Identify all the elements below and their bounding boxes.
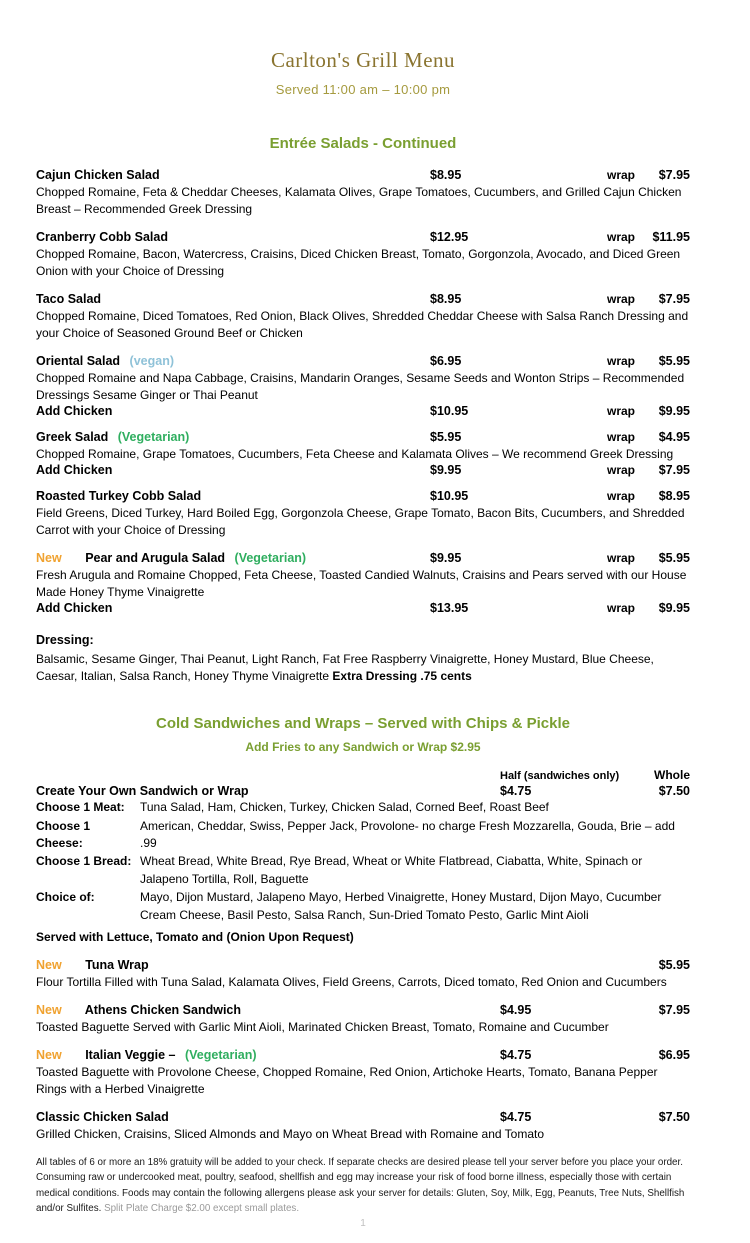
whole-price: $6.95 bbox=[658, 1048, 690, 1063]
item-header-row bbox=[36, 292, 690, 306]
item-name: Create Your Own Sandwich or Wrap bbox=[36, 784, 249, 799]
new-badge: New bbox=[36, 1003, 62, 1018]
half-price: $4.75 bbox=[500, 1048, 532, 1063]
item-description: Chopped Romaine, Feta & Cheddar Cheeses, Kalamata Olives, Grape Tomatoes, Cucumbers, and Grilled Cajun Chicken Breast – Recommended Greek Dressing bbox=[36, 185, 682, 217]
menu-item-pear-arugula-salad bbox=[36, 551, 690, 615]
option-label: Choose 1 Bread: bbox=[36, 854, 132, 869]
wrap-label: wrap bbox=[606, 404, 635, 419]
menu-item-tuna-wrap bbox=[36, 958, 690, 991]
served-with-note: Served with Lettuce, Tomato and (Onion Upon Request) bbox=[36, 930, 354, 945]
addon-price: $9.95 bbox=[430, 463, 462, 478]
option-value: American, Cheddar, Swiss, Pepper Jack, Provolone- no charge Fresh Mozzarella, Gouda, Brie – add .99 bbox=[140, 818, 675, 851]
item-description: Grilled Chicken, Craisins, Sliced Almonds and Mayo on Wheat Bread with Romaine and Tomato bbox=[36, 1127, 545, 1142]
half-price: $4.75 bbox=[500, 784, 532, 799]
menu-item-greek-salad bbox=[36, 430, 690, 477]
item-name: Athens Chicken Sandwich bbox=[84, 1003, 241, 1018]
item-name: Italian Veggie – bbox=[85, 1048, 176, 1063]
item-name-cell bbox=[36, 958, 500, 972]
addon-price: $10.95 bbox=[430, 404, 469, 419]
menu-item-athens-chicken-sandwich bbox=[36, 1003, 690, 1036]
menu-header bbox=[36, 48, 690, 97]
whole-column-header: Whole bbox=[654, 768, 690, 783]
item-name: Roasted Turkey Cobb Salad bbox=[36, 489, 202, 504]
price-column-headers bbox=[36, 768, 690, 782]
item-description: Flour Tortilla Filled with Tuna Salad, Kalamata Olives, Field Greens, Carrots, Diced tomato, Red Onion and Cucumbers bbox=[36, 975, 667, 990]
item-name-cell bbox=[36, 430, 430, 444]
salads-section-heading: Entrée Salads - Continued bbox=[269, 135, 457, 152]
option-value: Mayo, Dijon Mustard, Jalapeno Mayo, Herbed Vinaigrette, Honey Mustard, Dijon Mayo, Cucumber Cream Cheese, Basil Pesto, Salsa Ranch, Sun-Dried Tomato Pesto, Garlic Mint Aioli bbox=[140, 890, 662, 922]
wrap-label: wrap bbox=[606, 230, 635, 245]
wrap-price: $9.95 bbox=[658, 404, 690, 419]
add-chicken-row bbox=[36, 463, 690, 477]
item-header-row bbox=[36, 168, 690, 182]
item-name-cell bbox=[36, 1048, 500, 1062]
item-price: $6.95 bbox=[430, 354, 462, 369]
dressing-list bbox=[36, 631, 690, 685]
wrap-price: $8.95 bbox=[658, 489, 690, 504]
option-label: Choose 1 Meat: bbox=[36, 800, 125, 815]
item-name-cell bbox=[36, 354, 430, 368]
wrap-price: $5.95 bbox=[658, 354, 690, 369]
dressing-options: Balsamic, Sesame Ginger, Thai Peanut, Light Ranch, Fat Free Raspberry Vinaigrette, Honey Mustard, Blue Cheese, Caesar, Italian, Salsa Ranch, Honey Thyme Vinaigrette bbox=[36, 651, 654, 683]
item-description: Chopped Romaine, Grape Tomatoes, Cucumbers, Feta Cheese and Kalamata Olives – We recommend Greek Dressing bbox=[36, 447, 674, 462]
option-value: Tuna Salad, Ham, Chicken, Turkey, Chicken Salad, Corned Beef, Roast Beef bbox=[140, 800, 549, 815]
item-header-row bbox=[36, 551, 690, 565]
item-description: Chopped Romaine, Bacon, Watercress, Craisins, Diced Chicken Breast, Tomato, Gorgonzola, Avocado, and Diced Green Onion with your Choice of Dressing bbox=[36, 247, 681, 279]
addon-price: $13.95 bbox=[430, 601, 469, 616]
wrap-price: $4.95 bbox=[658, 430, 690, 445]
item-description: Toasted Baguette Served with Garlic Mint Aioli, Marinated Chicken Breast, Tomato, Romaine and Cucumber bbox=[36, 1020, 609, 1035]
footer-disclaimer bbox=[36, 1155, 690, 1216]
item-name: Classic Chicken Salad bbox=[36, 1110, 169, 1125]
vegetarian-tag: (Vegetarian) bbox=[117, 430, 190, 445]
option-bread bbox=[36, 853, 690, 888]
option-label: Choose 1 Cheese: bbox=[36, 818, 91, 851]
item-description: Fresh Arugula and Romaine Chopped, Feta Cheese, Toasted Candied Walnuts, Craisins and Pears served with our House Made Honey Thyme Vinaigrette bbox=[36, 568, 687, 600]
whole-price: $7.50 bbox=[658, 784, 690, 799]
option-label: Choice of: bbox=[36, 890, 95, 905]
fries-note: Add Fries to any Sandwich or Wrap $2.95 bbox=[245, 740, 481, 755]
split-plate-note: Split Plate Charge $2.00 except small plates. bbox=[104, 1202, 300, 1214]
item-name: Pear and Arugula Salad bbox=[85, 551, 226, 566]
item-name: Cajun Chicken Salad bbox=[36, 168, 160, 182]
item-header-row bbox=[36, 354, 690, 368]
wrap-price: $11.95 bbox=[652, 230, 690, 245]
extra-dressing-note: Extra Dressing .75 cents bbox=[332, 668, 472, 683]
wrap-label: wrap bbox=[606, 551, 635, 566]
wrap-label: wrap bbox=[606, 601, 635, 616]
add-chicken-row bbox=[36, 601, 690, 615]
page-title: Carlton's Grill Menu bbox=[270, 48, 456, 72]
menu-item-taco-salad bbox=[36, 292, 690, 342]
item-header-row bbox=[36, 958, 690, 972]
sandwiches-section-heading: Cold Sandwiches and Wraps – Served with Chips & Pickle bbox=[155, 715, 570, 733]
menu-item-classic-chicken-salad bbox=[36, 1110, 690, 1143]
wrap-price: $7.95 bbox=[658, 292, 690, 307]
item-description: Chopped Romaine and Napa Cabbage, Craisins, Mandarin Oranges, Sesame Seeds and Wonton Strips – Recommended Dressings Sesame Ginger or Thai Peanut bbox=[36, 371, 685, 403]
wrap-label: wrap bbox=[606, 354, 635, 369]
menu-item-roasted-turkey-cobb-salad bbox=[36, 489, 690, 539]
wrap-label: wrap bbox=[606, 292, 635, 307]
addon-name: Add Chicken bbox=[36, 463, 113, 478]
option-cheese bbox=[36, 818, 690, 853]
wrap-price: $7.95 bbox=[658, 463, 690, 478]
item-header-row bbox=[36, 1110, 690, 1124]
wrap-label: wrap bbox=[606, 168, 635, 182]
item-header-row bbox=[36, 230, 690, 244]
wrap-label: wrap bbox=[606, 430, 635, 445]
whole-price: $5.95 bbox=[658, 958, 690, 973]
menu-item-cajun-chicken-salad bbox=[36, 168, 690, 218]
item-description: Toasted Baguette with Provolone Cheese, Chopped Romaine, Red Onion, Artichoke Hearts, Tomato, Banana Pepper Rings with a Herbed Vinaigrette bbox=[36, 1065, 658, 1097]
option-meat bbox=[36, 799, 690, 816]
menu-item-oriental-salad bbox=[36, 354, 690, 418]
new-badge: New bbox=[36, 551, 62, 566]
item-header-row bbox=[36, 489, 690, 503]
item-header-row bbox=[36, 1003, 690, 1017]
menu-item-create-your-own bbox=[36, 784, 690, 944]
dressing-label: Dressing: bbox=[36, 633, 94, 648]
item-name: Cranberry Cobb Salad bbox=[36, 230, 168, 245]
wrap-label: wrap bbox=[606, 463, 635, 478]
item-price: $8.95 bbox=[430, 168, 462, 182]
vegetarian-tag: (Vegetarian) bbox=[185, 1048, 257, 1063]
item-name: Greek Salad bbox=[36, 430, 109, 445]
item-header-row bbox=[36, 1048, 690, 1062]
item-header-row bbox=[36, 430, 690, 444]
wrap-price: $5.95 bbox=[658, 551, 690, 566]
item-description: Field Greens, Diced Turkey, Hard Boiled Egg, Gorgonzola Cheese, Grape Tomato, Bacon Bits, Cucumbers, and Shredded Carrot with your Choice of Dressing bbox=[36, 506, 685, 538]
item-price: $12.95 bbox=[430, 230, 469, 245]
disclaimer-text: All tables of 6 or more an 18% gratuity will be added to your check. If separate checks are desired please tell your server before you place your order. Consuming raw or undercooked meat, poultry, seafood, shellfish and egg may increase your risk of food borne illness, especially those with certain medical conditions. Foods may contain the following allergens please ask your server for details: Gluten, Soy, Milk, Egg, Peanuts, Tree Nuts, Shellfish and/or Sulfites. bbox=[36, 1157, 685, 1214]
serving-hours: Served 11:00 am – 10:00 pm bbox=[275, 82, 451, 97]
whole-price: $7.95 bbox=[658, 1003, 690, 1018]
option-condiment bbox=[36, 889, 690, 924]
menu-item-italian-veggie bbox=[36, 1048, 690, 1098]
add-chicken-row bbox=[36, 404, 690, 418]
wrap-label: wrap bbox=[606, 489, 635, 504]
addon-name: Add Chicken bbox=[36, 601, 113, 616]
half-column-header: Half (sandwiches only) bbox=[500, 770, 620, 783]
new-badge: New bbox=[36, 958, 62, 973]
half-price: $4.95 bbox=[500, 1003, 532, 1018]
vegan-tag: (vegan) bbox=[129, 354, 174, 369]
menu-item-cranberry-cobb-salad bbox=[36, 230, 690, 280]
item-name-cell bbox=[36, 551, 430, 565]
item-price: $10.95 bbox=[430, 489, 469, 504]
whole-price: $7.50 bbox=[658, 1110, 690, 1125]
item-price: $8.95 bbox=[430, 292, 462, 307]
item-name: Tuna Wrap bbox=[85, 958, 149, 973]
item-price: $5.95 bbox=[430, 430, 462, 445]
item-price: $9.95 bbox=[430, 551, 462, 566]
wrap-price: $7.95 bbox=[658, 168, 690, 182]
half-price: $4.75 bbox=[500, 1110, 532, 1125]
item-name: Oriental Salad bbox=[36, 354, 121, 369]
item-header-row bbox=[36, 784, 690, 798]
new-badge: New bbox=[36, 1048, 62, 1063]
item-name: Taco Salad bbox=[36, 292, 102, 307]
addon-name: Add Chicken bbox=[36, 404, 113, 419]
wrap-price: $9.95 bbox=[658, 601, 690, 616]
page-number: 1 bbox=[360, 1217, 366, 1229]
option-value: Wheat Bread, White Bread, Rye Bread, Wheat or White Flatbread, Ciabatta, White, Spinach or Jalapeno Tortilla, Roll, Baguette bbox=[140, 854, 643, 886]
item-name-cell bbox=[36, 1003, 500, 1017]
item-description: Chopped Romaine, Diced Tomatoes, Red Onion, Black Olives, Shredded Cheddar Cheese with Salsa Ranch Dressing and your Choice of Seasoned Ground Beef or Chicken bbox=[36, 309, 689, 341]
vegetarian-tag: (Vegetarian) bbox=[234, 551, 307, 566]
